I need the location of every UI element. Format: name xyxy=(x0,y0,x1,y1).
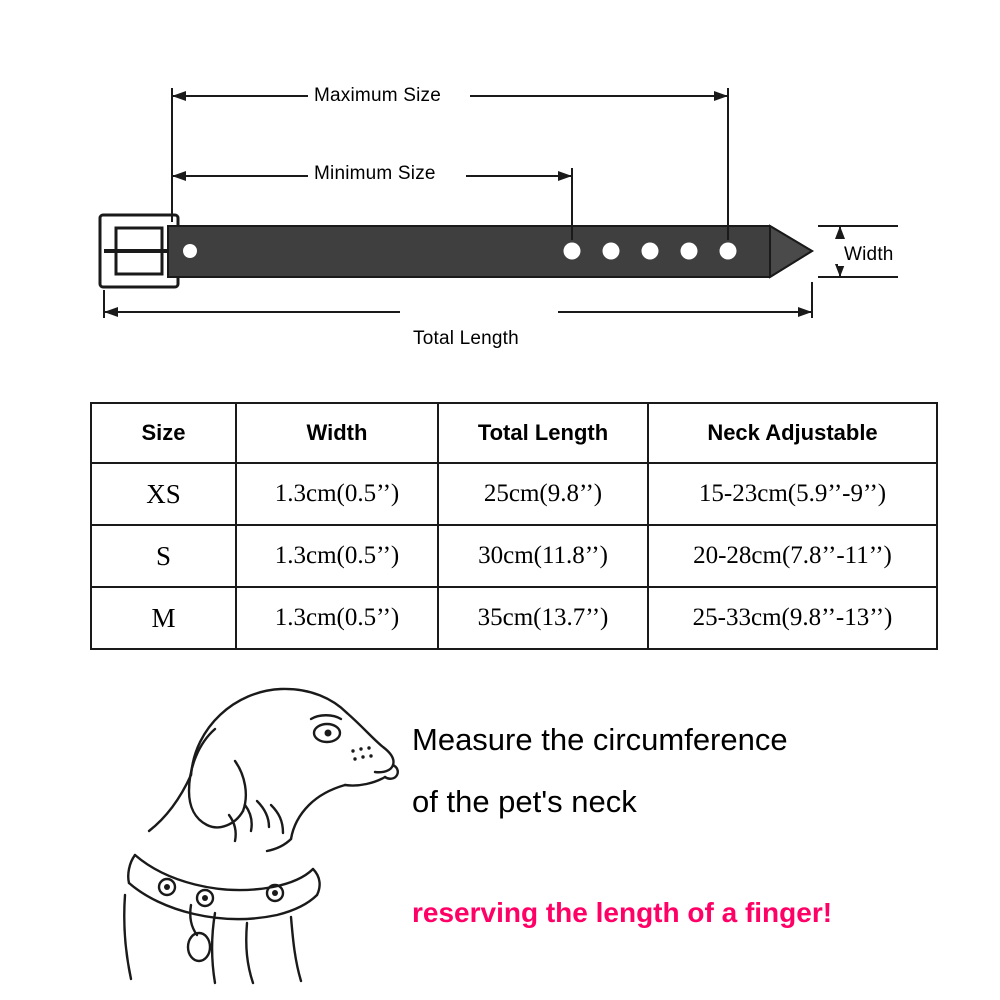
dog-body-back xyxy=(124,895,131,979)
collar-tag-ring xyxy=(190,905,197,935)
dog-whisker-dot xyxy=(359,747,362,750)
table-header-neck-adjustable: Neck Adjustable xyxy=(648,403,937,463)
dog-leg-front xyxy=(212,913,215,983)
size-table xyxy=(90,402,938,650)
cell-size: XS xyxy=(91,463,236,525)
dog-fur xyxy=(271,805,283,833)
table-header-width: Width xyxy=(236,403,438,463)
cell-width: 1.3cm(0.5’’) xyxy=(236,525,438,587)
collar-diagram xyxy=(0,0,1000,370)
dog-illustration-svg xyxy=(95,655,425,985)
dog-fur xyxy=(229,815,236,841)
dog-fur xyxy=(257,801,269,827)
dog-leg xyxy=(291,917,301,981)
table-row xyxy=(91,463,937,525)
cell-size: M xyxy=(91,587,236,649)
dog-whisker-dot xyxy=(367,746,370,749)
adjust-hole xyxy=(720,243,737,260)
dog-mouth xyxy=(345,777,385,786)
collar-band-top xyxy=(135,855,313,890)
cell-total-length: 25cm(9.8’’) xyxy=(438,463,648,525)
cell-size: S xyxy=(91,525,236,587)
dog-whisker-dot xyxy=(353,757,356,760)
dog-chest xyxy=(267,839,291,851)
adjust-hole xyxy=(564,243,581,260)
label-total-length: Total Length xyxy=(407,328,525,350)
table-header-size: Size xyxy=(91,403,236,463)
dog-leg xyxy=(246,923,253,983)
dog-ear-inner xyxy=(235,761,246,811)
dog-skull-outline xyxy=(191,689,347,775)
collar-rivet-center xyxy=(164,884,170,890)
cell-width: 1.3cm(0.5’’) xyxy=(236,587,438,649)
dog-whisker-dot xyxy=(361,755,364,758)
dog-snout-top xyxy=(347,713,394,772)
cell-total-length: 35cm(13.7’’) xyxy=(438,587,648,649)
collar-band-end xyxy=(313,869,320,895)
dog-neck-back xyxy=(149,775,191,831)
label-minimum-size: Minimum Size xyxy=(308,163,442,185)
cell-neck-adjustable: 20-28cm(7.8’’-11’’) xyxy=(648,525,937,587)
cell-total-length: 30cm(11.8’’) xyxy=(438,525,648,587)
measure-instruction-line-1: Measure the circumference xyxy=(412,722,788,757)
dog-whisker-dot xyxy=(369,754,372,757)
table-row xyxy=(91,587,937,649)
collar-rivet-center xyxy=(202,895,208,901)
collar-tag xyxy=(188,933,210,961)
dog-fur xyxy=(245,805,252,831)
collar-rivet-center xyxy=(272,890,278,896)
dog-jaw xyxy=(291,785,345,839)
collar-tip xyxy=(770,226,812,277)
buckle-pin-hole xyxy=(183,244,197,258)
dog-brow xyxy=(311,715,341,719)
table-header-row xyxy=(91,403,937,463)
cell-width: 1.3cm(0.5’’) xyxy=(236,463,438,525)
dog-whisker-dot xyxy=(351,749,354,752)
adjust-hole xyxy=(681,243,698,260)
finger-reserve-note: reserving the length of a finger! xyxy=(412,897,833,928)
dog-illustration xyxy=(95,655,425,985)
measure-instruction-line-2: of the pet's neck xyxy=(412,784,637,819)
label-maximum-size: Maximum Size xyxy=(308,85,447,107)
table-row xyxy=(91,525,937,587)
total-length-dimension xyxy=(104,282,812,318)
cell-neck-adjustable: 25-33cm(9.8’’-13’’) xyxy=(648,587,937,649)
table-header-total-length: Total Length xyxy=(438,403,648,463)
maximum-size-dimension xyxy=(172,88,728,240)
adjust-hole xyxy=(642,243,659,260)
collar-band-start xyxy=(128,855,135,883)
dog-pupil xyxy=(325,730,332,737)
collar-strap xyxy=(168,226,812,277)
cell-neck-adjustable: 15-23cm(5.9’’-9’’) xyxy=(648,463,937,525)
label-width: Width xyxy=(838,244,900,266)
dog-ear xyxy=(189,729,243,827)
adjust-hole xyxy=(603,243,620,260)
collar-diagram-svg xyxy=(0,0,1000,370)
